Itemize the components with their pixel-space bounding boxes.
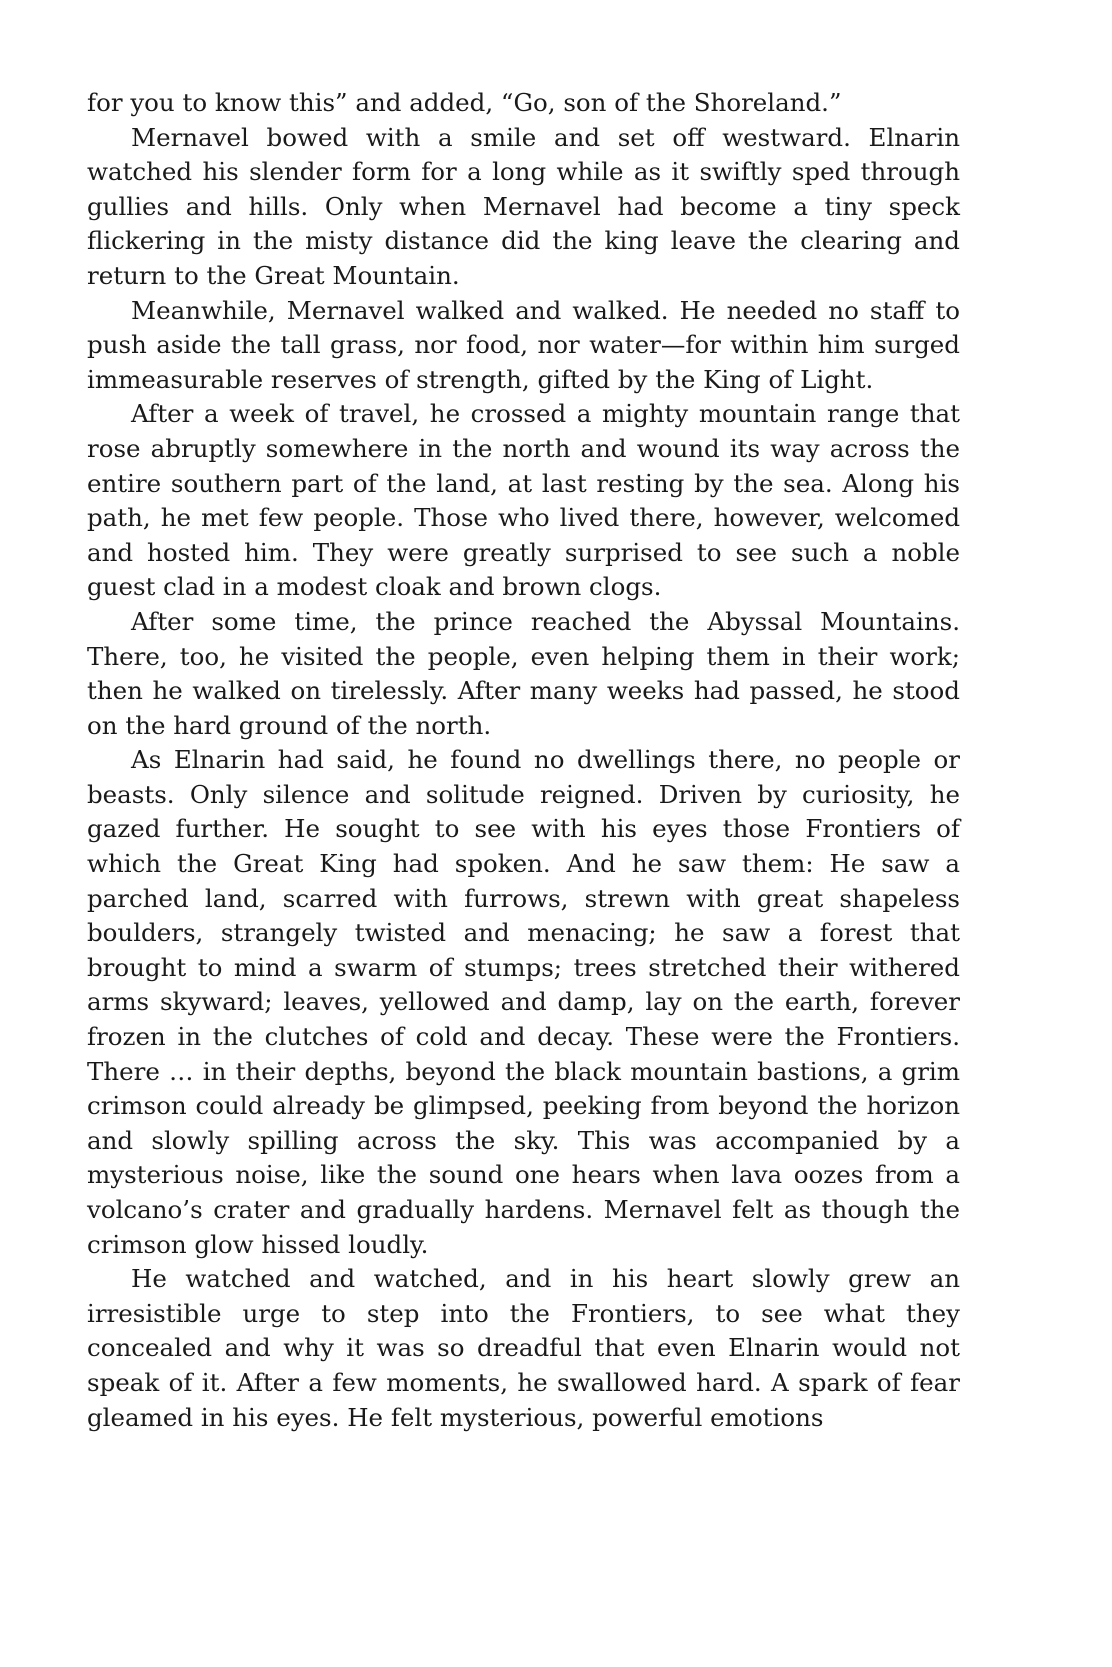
paragraph: After some time, the prince reached the Abyssal Mountains. There, too, he visited the people, even helping them in their work; then he walked on tirelessly. After many weeks had passed, he stood on the hard ground of the north. (87, 606, 960, 740)
page-body (87, 86, 960, 1435)
paragraph: Mernavel bowed with a smile and set off westward. Elnarin watched his slender form for a long while as it swiftly sped through gullies and hills. Only when Mernavel had become a tiny speck flickering in the misty distance did the king leave the clearing and return to the Great Mountain. (87, 122, 960, 290)
paragraph: After a week of travel, he crossed a mighty mountain range that rose abruptly somewhere in the north and wound its way across the entire southern part of the land, at last resting by the sea. Along his path, he met few people. Those who lived there, however, welcomed and hosted him. They were greatly surprised to see such a noble guest clad in a modest cloak and brown clogs. (87, 399, 960, 602)
paragraph-continuation: for you to know this” and added, “Go, son of the Shoreland.” (87, 88, 842, 117)
paragraph: As Elnarin had said, he found no dwellings there, no people or beasts. Only silence and solitude reigned. Driven by curiosity, he gazed further. He sought to see with his eyes those Frontiers of which the Great King had spoken. And he saw them: He saw a parched land, scarred with furrows, strewn with great shapeless boulders, strangely twisted and menacing; he saw a forest that brought to mind a swarm of stumps; trees stretched their withered arms skyward; leaves, yellowed and damp, lay on the earth, forever frozen in the clutches of cold and decay. These were the Frontiers. There … in their depths, beyond the black mountain bastions, a grim crimson could already be glimpsed, peeking from beyond the horizon and slowly spilling across the sky. This was accompanied by a mysterious noise, like the sound one hears when lava oozes from a volcano’s crater and gradually hardens. Mernavel felt as though the crimson glow hissed loudly. (87, 745, 960, 1259)
paragraph: Meanwhile, Mernavel walked and walked. He needed no staff to push aside the tall grass, nor food, nor water—for within him surged immeasurable reserves of strength, gifted by the King of Light. (87, 295, 960, 394)
paragraph: He watched and watched, and in his heart slowly grew an irresistible urge to step into the Frontiers, to see what they concealed and why it was so dreadful that even Elnarin would not speak of it. After a few moments, he swallowed hard. A spark of fear gleamed in his eyes. He felt mysterious, powerful emotions (87, 1264, 960, 1432)
